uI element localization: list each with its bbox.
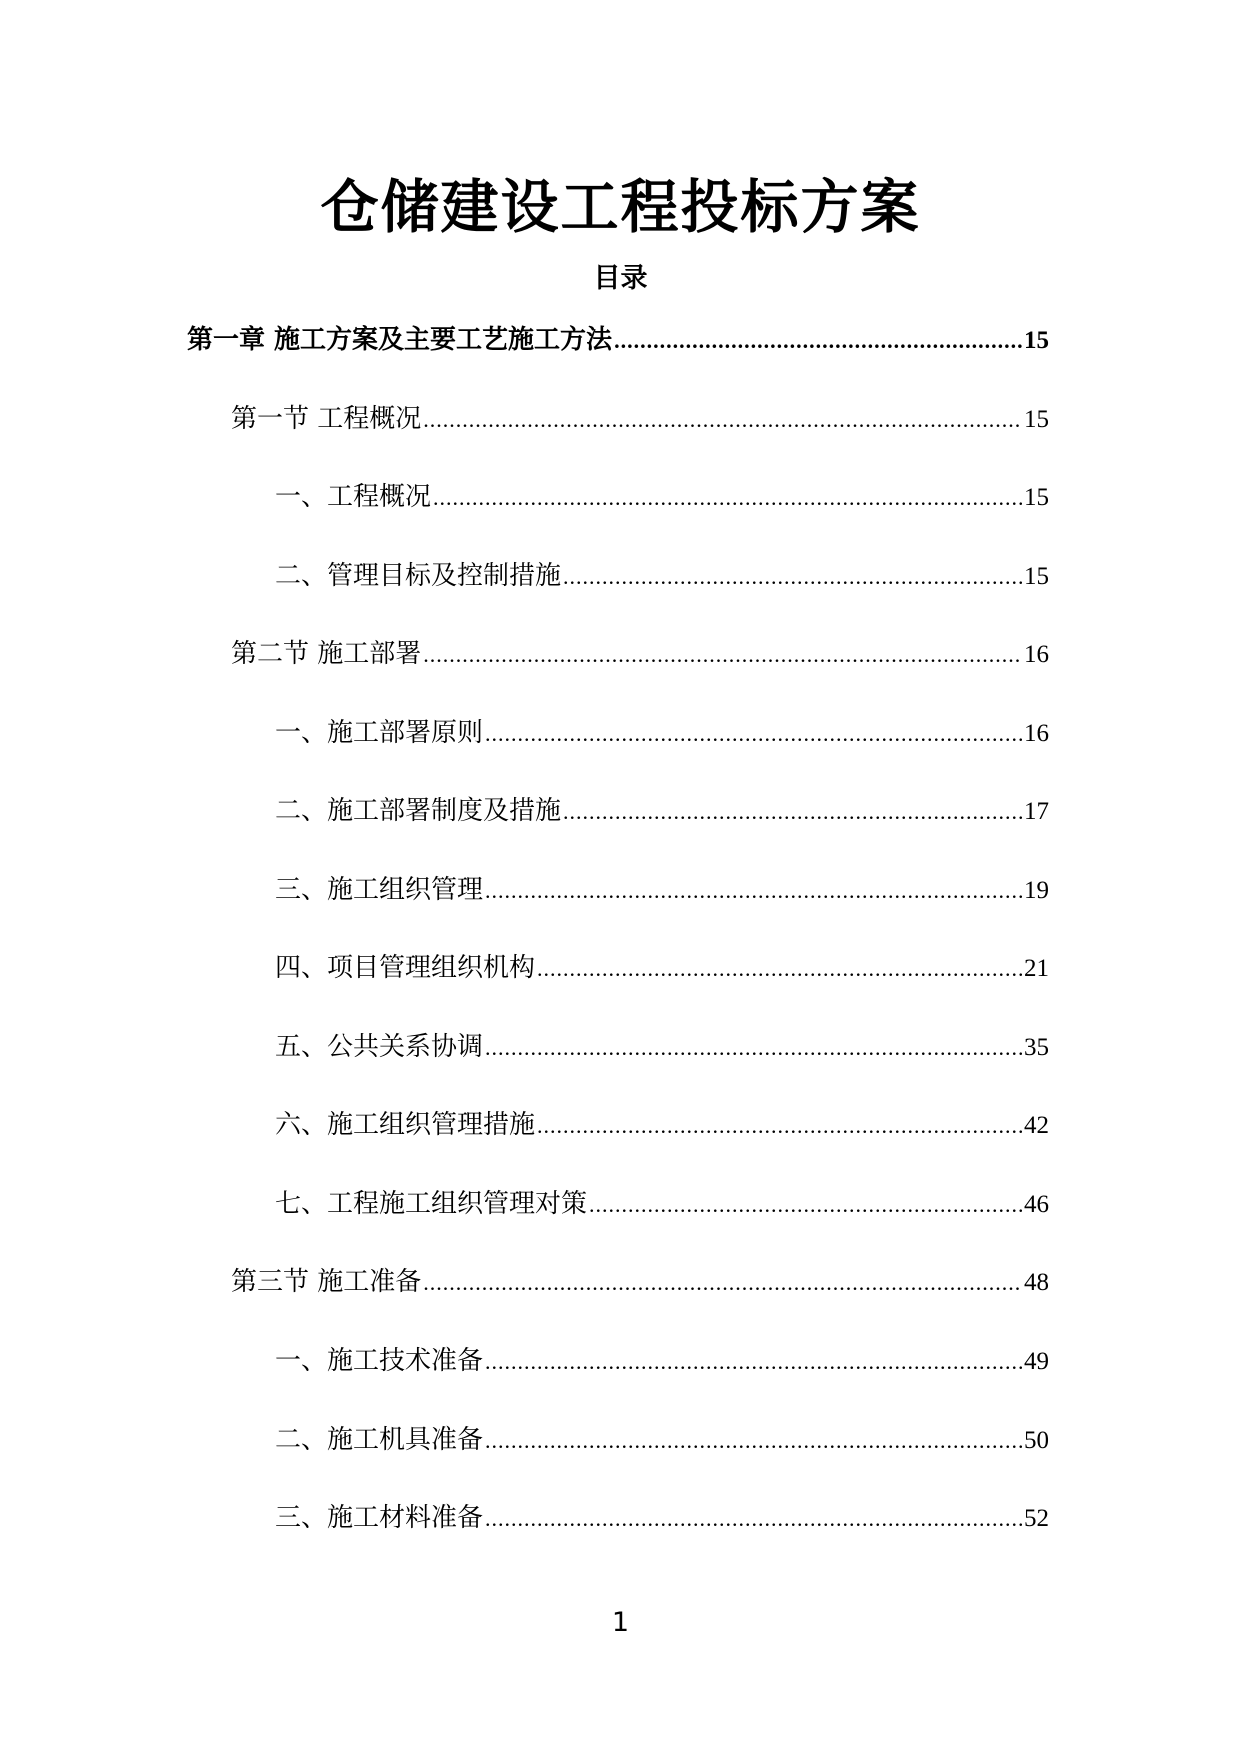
toc-entry-page: 21	[1024, 955, 1049, 982]
toc-leader-dots	[537, 952, 1022, 986]
toc-leader-dots	[485, 1345, 1022, 1379]
toc-entry-page: 48	[1024, 1269, 1049, 1296]
toc-entry-text: 三、施工材料准备	[275, 1503, 484, 1533]
toc-entry-text: 二、管理目标及控制措施	[275, 561, 562, 591]
toc-entry-text: 第二节 施工部署	[231, 639, 422, 669]
toc-leader-dots	[537, 1109, 1022, 1143]
toc-entry[interactable]	[275, 1501, 1049, 1536]
toc-entry-text: 一、施工部署原则	[275, 718, 484, 748]
toc-entry-text: 第三节 施工准备	[231, 1267, 422, 1297]
toc-entry[interactable]	[275, 559, 1049, 594]
toc-leader-dots	[614, 324, 1022, 358]
toc-entry-page: 15	[1024, 327, 1049, 354]
toc-entry[interactable]	[275, 1108, 1049, 1143]
toc-leader-dots	[485, 874, 1022, 908]
toc-entry-text: 五、公共关系协调	[275, 1032, 484, 1062]
toc-entry[interactable]	[275, 873, 1049, 908]
toc-entry-text: 第一节 工程概况	[231, 404, 422, 434]
toc-leader-dots	[563, 560, 1022, 594]
toc-entry[interactable]	[231, 402, 1049, 437]
toc-entry-page: 15	[1024, 484, 1049, 511]
toc-entry-text: 一、工程概况	[275, 482, 432, 512]
document-title: 仓储建设工程投标方案	[320, 173, 921, 241]
toc-entry-text: 七、工程施工组织管理对策	[275, 1189, 588, 1219]
toc-leader-dots	[563, 795, 1022, 829]
toc-leader-dots	[485, 1031, 1022, 1065]
toc-leader-dots	[485, 1502, 1022, 1536]
toc-entry[interactable]	[275, 716, 1049, 751]
toc-entry-page: 49	[1024, 1348, 1049, 1375]
toc-entry-page: 17	[1024, 798, 1049, 825]
toc-entry[interactable]	[275, 1423, 1049, 1458]
toc-entry[interactable]	[275, 480, 1049, 515]
toc-entry-page: 52	[1024, 1505, 1049, 1532]
toc-entry-page: 15	[1024, 563, 1049, 590]
toc-leader-dots	[423, 1266, 1022, 1300]
toc-leader-dots	[423, 403, 1022, 437]
toc-entry-page: 15	[1024, 406, 1049, 433]
toc-entry[interactable]	[275, 1187, 1049, 1222]
toc-entry-page: 19	[1024, 877, 1049, 904]
toc-entry-text: 六、施工组织管理措施	[275, 1110, 536, 1140]
toc-entry-page: 16	[1024, 720, 1049, 747]
toc-leader-dots	[433, 481, 1022, 515]
toc-leader-dots	[485, 1424, 1022, 1458]
toc-entry-page: 35	[1024, 1034, 1049, 1061]
toc-entry-text: 三、施工组织管理	[275, 875, 484, 905]
toc-leader-dots	[423, 638, 1022, 672]
toc-entry-page: 46	[1024, 1191, 1049, 1218]
toc-heading: 目录	[593, 263, 648, 294]
toc-leader-dots	[485, 717, 1022, 751]
toc-entry-page: 42	[1024, 1112, 1049, 1139]
toc-entry-text: 二、施工机具准备	[275, 1425, 484, 1455]
toc-entry-page: 50	[1024, 1427, 1049, 1454]
toc-entry[interactable]	[275, 951, 1049, 986]
toc-entry[interactable]	[231, 637, 1049, 672]
toc-entry[interactable]	[275, 1344, 1049, 1379]
toc-entry[interactable]	[231, 1265, 1049, 1300]
toc-entry-text: 二、施工部署制度及措施	[275, 796, 562, 826]
toc-entry-text: 一、施工技术准备	[275, 1346, 484, 1376]
toc-entry-text: 第一章 施工方案及主要工艺施工方法	[187, 325, 613, 355]
toc-entry-text: 四、项目管理组织机构	[275, 953, 536, 983]
toc-entry[interactable]	[187, 323, 1049, 358]
page-number: 1	[611, 1607, 630, 1638]
toc-leader-dots	[589, 1188, 1022, 1222]
toc-entry-page: 16	[1024, 641, 1049, 668]
toc-entry[interactable]	[275, 794, 1049, 829]
toc-entry[interactable]	[275, 1030, 1049, 1065]
